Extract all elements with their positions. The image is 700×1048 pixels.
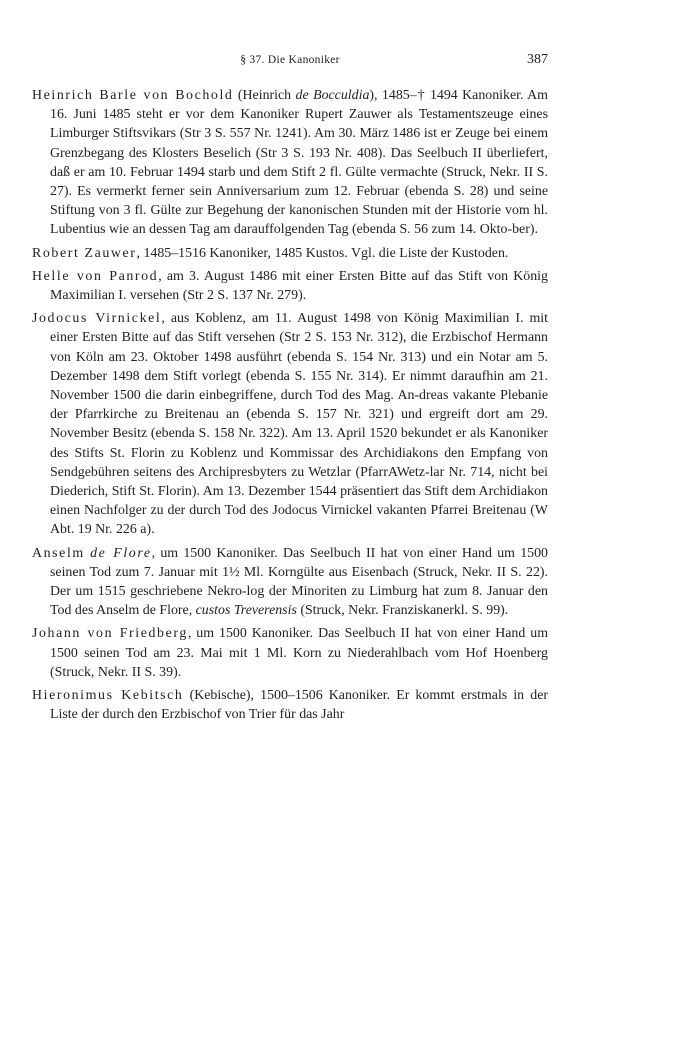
entry-name: Jodocus Virnickel — [32, 311, 162, 327]
entry-name: Heinrich Barle von Bochold — [32, 88, 234, 103]
running-head: § 37. Die Kanoniker — [240, 54, 340, 66]
entry-paragraph — [32, 86, 548, 240]
entry-paragraph — [32, 309, 548, 539]
entry-name: Hieronimus Kebitsch — [32, 688, 184, 704]
entry-text: , aus Koblenz, am 11. August 1498 von König Maximilian I. mit einer Ersten Bitte auf das Stift versehen (Str 2 S. 153 Nr. 312), die Erzbischof Hermann von Köln am 23. Oktober 1498 ausführt (ebenda S. 154 Nr. 313) und ein Notar am 5. Dezember 1498 dem Stift vorlegt (ebenda S. 155 Nr. 314). Er nimmt daraufhin am 21. November 1500 die darin einbegriffene, durch Tod des Mag. An-dreas vakante Plebanie der Pfarrkirche zu Breitenau an (ebenda S. 157 Nr. 321) und ergreift dort am 29. November Besitz (ebenda S. 158 Nr. 322). Am 13. April 1520 bekundet er als Kanoniker des Stifts St. Florin zu Koblenz und Kommissar des Archidiakons den Empfang von Sendgebühren seitens des Archipresbyters zu Wetzlar (PfarrAWetz-lar Nr. 714, nicht bei Diederich, Stift St. Florin). Am 13. Dezember 1544 präsentiert das Stift dem Archidiakon einen Nachfolger zu der durch Tod des Jodocus Virnickel vakanten Pfarrei Breitenau (W Abt. 19 Nr. 226 a). — [50, 311, 548, 538]
entry-text: , um 1500 Kanoniker. Das Seelbuch II hat von einer Hand um 1500 seinen Tod am 23. Mai mit 1 Ml. Korn zu Niederahlbach vom Hof Hoenberg (Struck, Nekr. II S. 39). — [50, 626, 548, 680]
entry-name: Johann von Friedberg — [32, 626, 188, 642]
entry-text: (Struck, Nekr. Franziskanerkl. S. 99). — [296, 603, 509, 619]
entry-name: Robert Zauwer — [32, 245, 137, 261]
entry-italic-text: de Flore — [90, 545, 152, 561]
entry-list — [32, 86, 548, 725]
entry-paragraph — [32, 544, 548, 621]
document-page — [32, 40, 548, 729]
entry-paragraph — [32, 267, 548, 305]
page-number: 387 — [527, 52, 548, 67]
entry-italic-text: de Bocculdia — [295, 88, 370, 103]
entry-text: , am 3. August 1486 mit einer Ersten Bitte auf das Stift von König Maximilian I. versehen (Str 2 S. 137 Nr. 279). — [50, 268, 548, 304]
entry-name: Anselm — [32, 545, 85, 561]
entry-text: (Heinrich — [233, 88, 296, 103]
entry-paragraph — [32, 244, 548, 263]
entry-paragraph — [32, 624, 548, 682]
entry-italic-text: custos Treverensis — [195, 603, 297, 619]
entry-paragraph — [32, 686, 548, 724]
entry-text: , 1485–1516 Kanoniker, 1485 Kustos. Vgl. die Liste der Kustoden. — [136, 245, 509, 261]
page-header — [32, 40, 548, 67]
entry-name: Helle von Panrod — [32, 268, 159, 284]
entry-text: , um 1500 Kanoniker. Das Seelbuch II hat von einer Hand um 1500 seinen Tod zum 7. Januar mit 1½ Ml. Korngülte aus Eisenbach (Struck, Nekr. II S. 22). Der um 1515 geschriebene Nekro-log der Minoriten zu Limburg hat zum 8. Januar den Tod des Anselm de Flore, — [50, 545, 548, 619]
entry-text: (Kebische), 1500–1506 Kanoniker. Er kommt erstmals in der Liste der durch den Erzbischof von Trier für das Jahr — [50, 688, 548, 723]
entry-text: ), 1485–† 1494 Kanoniker. Am 16. Juni 1485 steht er vor dem Kanoniker Rupert Zauwer als Testamentszeuge eines Limburger Stiftsvikars (Str 3 S. 557 Nr. 1241). Am 30. März 1486 ist er Zeuge bei einem Grenzbegang des Klosters Beselich (Str 3 S. 193 Nr. 408). Das Seelbuch II überliefert, daß er am 10. Februar 1494 starb und dem Stift 2 fl. Gülte vermachte (Struck, Nekr. II S. 27). Es vermerkt ferner sein Anniversarium zum 12. Februar (ebenda S. 28) und seine Stiftung von 3 fl. Gülte zur Begehung der kanonischen Stunden mit der Historie vom hl. Lubentius wie an dessen Tag am darauffolgenden Tag (ebenda S. 56 zum 14. Okto-ber). — [50, 88, 548, 238]
